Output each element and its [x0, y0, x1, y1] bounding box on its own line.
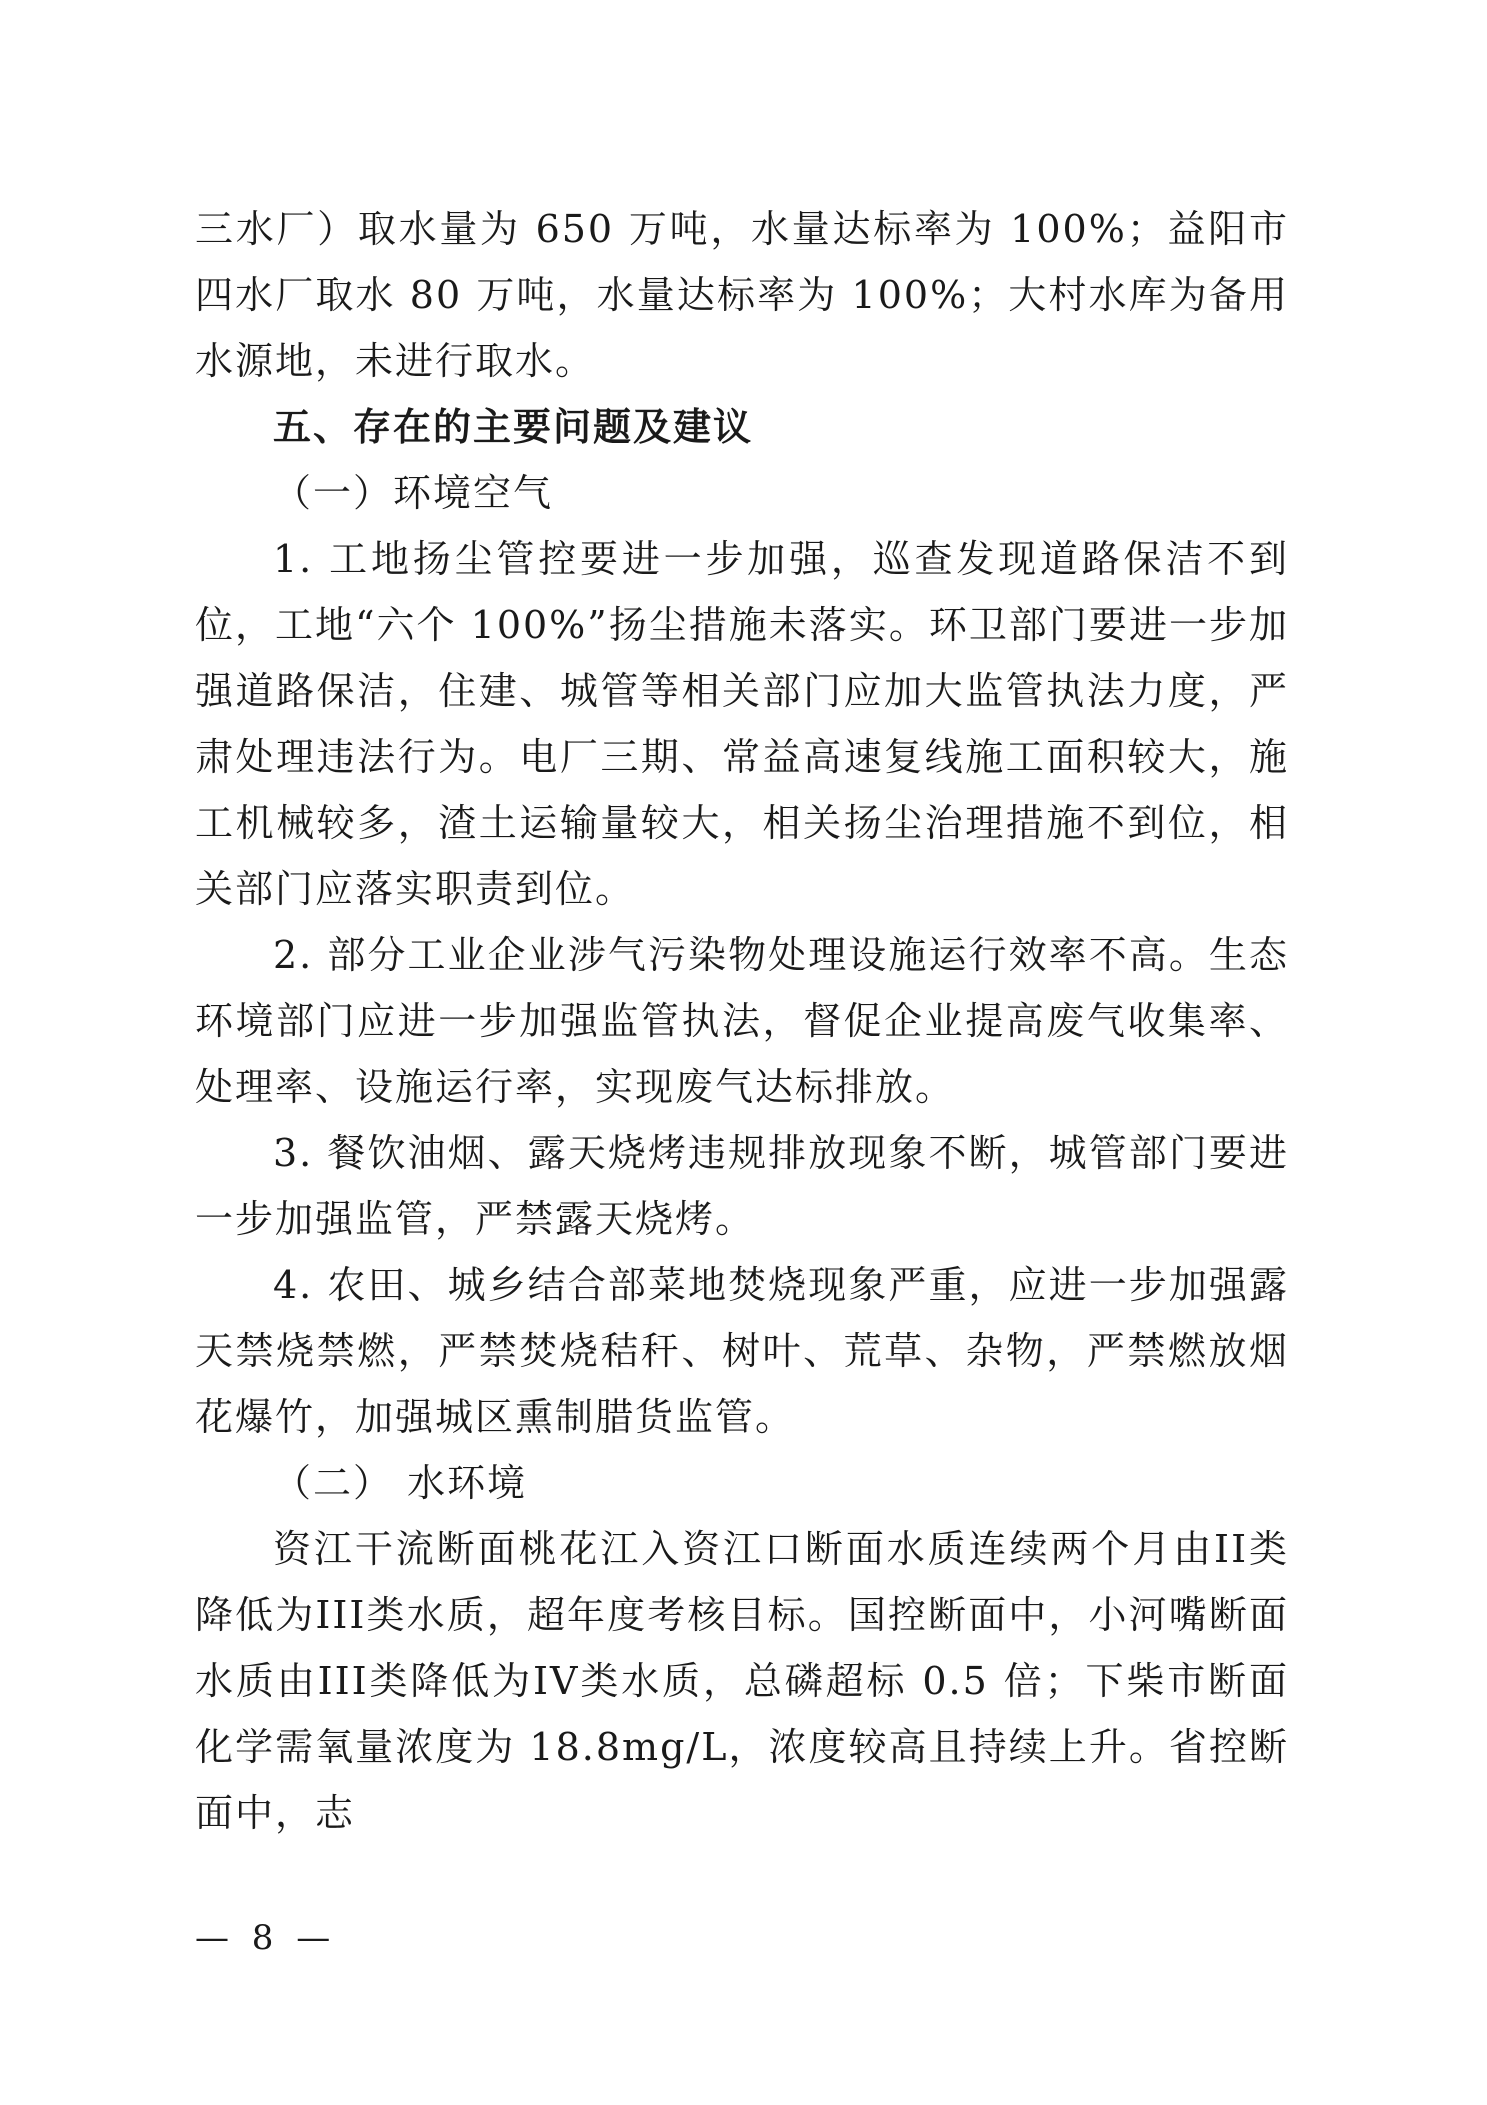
- subheading-water-environment: （二） 水环境: [273, 1461, 528, 1505]
- paragraph-item-1-dust-control: 1. 工地扬尘管控要进一步加强，巡查发现道路保洁不到位，工地“六个 100%”扬尘措施未落实。环卫部门要进一步加强道路保洁，住建、城管等相关部门应加大监管执法力度，严肃处理违法行为。电厂三期、常益高速复线施工面积较大，施工机械较多，渣土运输量较大，相关扬尘治理措施不到位，相关部门应落实职责到位。: [195, 537, 1289, 911]
- paragraph-water-quality: 资江干流断面桃花江入资江口断面水质连续两个月由II类降低为III类水质，超年度考核目标。国控断面中，小河嘴断面水质由III类降低为IV类水质，总磷超标 0.5 倍；下柴市断面化学需氧量浓度为 18.8mg/L，浓度较高且持续上升。省控断面中，志: [195, 1527, 1289, 1835]
- document-body: [195, 196, 1289, 1846]
- paragraph-item-3-catering-smoke: 3. 餐饮油烟、露天烧烤违规排放现象不断，城管部门要进一步加强监管，严禁露天烧烤。: [195, 1131, 1289, 1241]
- page-number: — 8 —: [195, 1918, 337, 1958]
- paragraph-item-2-industrial-emissions: 2. 部分工业企业涉气污染物处理设施运行效率不高。生态环境部门应进一步加强监管执法，督促企业提高废气收集率、处理率、设施运行率，实现废气达标排放。: [195, 933, 1289, 1109]
- paragraph-item-4-open-burning: 4. 农田、城乡结合部菜地焚烧现象严重，应进一步加强露天禁烧禁燃，严禁焚烧秸秆、树叶、荒草、杂物，严禁燃放烟花爆竹，加强城区熏制腊货监管。: [195, 1263, 1289, 1439]
- subheading-air-environment: （一）环境空气: [273, 471, 554, 515]
- section-heading-problems-suggestions: 五、存在的主要问题及建议: [273, 404, 754, 449]
- paragraph-water-supply-continued: 三水厂）取水量为 650 万吨，水量达标率为 100%；益阳市四水厂取水 80 万吨，水量达标率为 100%；大村水库为备用水源地，未进行取水。: [195, 207, 1289, 383]
